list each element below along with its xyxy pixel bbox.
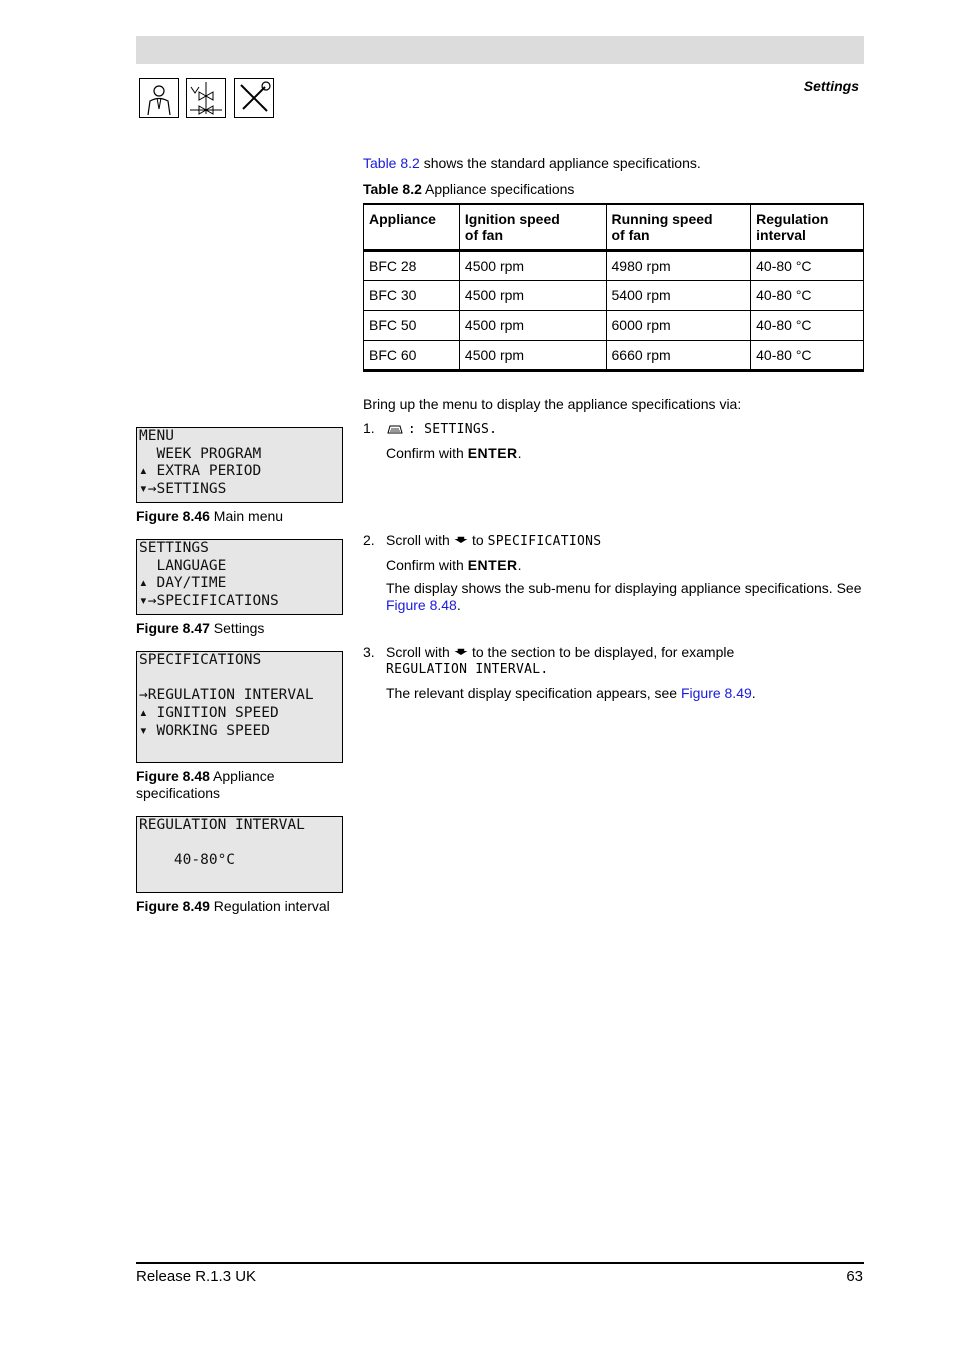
table-cell: 40-80 °C	[751, 281, 864, 311]
table-link[interactable]: Table 8.2	[363, 155, 420, 171]
table-cell: 6000 rpm	[606, 311, 751, 341]
user-icon	[139, 78, 179, 118]
table-row	[364, 281, 864, 311]
section-title: Settings	[803, 78, 859, 94]
figure-caption: Figure 8.47 Settings	[136, 620, 265, 636]
instructions-lead: Bring up the menu to display the appliance specifications via:	[363, 396, 742, 412]
table-cell: 6660 rpm	[606, 341, 751, 371]
footer-divider	[136, 1262, 864, 1264]
header-bar	[136, 36, 864, 64]
table-cell: BFC 50	[364, 311, 460, 341]
table-cell: 5400 rpm	[606, 281, 751, 311]
arrow-down-icon: 🡃	[453, 644, 469, 660]
table-caption: Table 8.2 Appliance specifications	[363, 181, 575, 197]
table-header-cell: Regulation interval	[751, 204, 864, 251]
table-header-cell: Appliance	[364, 204, 460, 251]
table-cell: 4500 rpm	[459, 251, 606, 281]
table-cell: 40-80 °C	[751, 341, 864, 371]
lcd-specifications: SPECIFICATIONS →REGULATION INTERVAL ▴ IGNITION SPEED ▾ WORKING SPEED	[136, 651, 343, 763]
table-cell: BFC 60	[364, 341, 460, 371]
table-cell: BFC 28	[364, 251, 460, 281]
table-cell: 4500 rpm	[459, 311, 606, 341]
table-header-cell: Running speed of fan	[606, 204, 751, 251]
lcd-regulation-interval: REGULATION INTERVAL 40-80°C	[136, 816, 343, 893]
page-number: 63	[846, 1268, 863, 1285]
intro-text: Table 8.2 shows the standard appliance specifications.	[363, 155, 701, 171]
tools-icon	[234, 78, 274, 118]
valve-schematic-icon	[186, 78, 226, 118]
table-cell: 40-80 °C	[751, 311, 864, 341]
lcd-main-menu: MENU WEEK PROGRAM ▴ EXTRA PERIOD ▾→SETTINGS	[136, 427, 343, 503]
table-cell: 4500 rpm	[459, 341, 606, 371]
release-label: Release R.1.3 UK	[136, 1268, 257, 1285]
table-row	[364, 311, 864, 341]
table-cell: 4500 rpm	[459, 281, 606, 311]
menu-key-icon	[386, 420, 408, 436]
figure-caption: Figure 8.48 Appliance specifications	[136, 768, 275, 801]
table-row	[364, 251, 864, 281]
specifications-table	[363, 203, 864, 372]
arrow-down-icon: 🡃	[453, 532, 469, 548]
table-cell: BFC 30	[364, 281, 460, 311]
table-row	[364, 341, 864, 371]
figure-caption: Figure 8.46 Main menu	[136, 508, 284, 524]
table-header-cell: Ignition speed of fan	[459, 204, 606, 251]
table-cell: 4980 rpm	[606, 251, 751, 281]
figure-8-48-link[interactable]: Figure 8.48	[386, 597, 457, 613]
lcd-settings: SETTINGS LANGUAGE ▴ DAY/TIME ▾→SPECIFICATIONS	[136, 539, 343, 615]
table-header-row	[364, 204, 864, 251]
figure-8-49-link[interactable]: Figure 8.49	[680, 685, 752, 701]
figure-caption: Figure 8.49 Regulation interval	[136, 898, 330, 914]
table-cell: 40-80 °C	[751, 251, 864, 281]
